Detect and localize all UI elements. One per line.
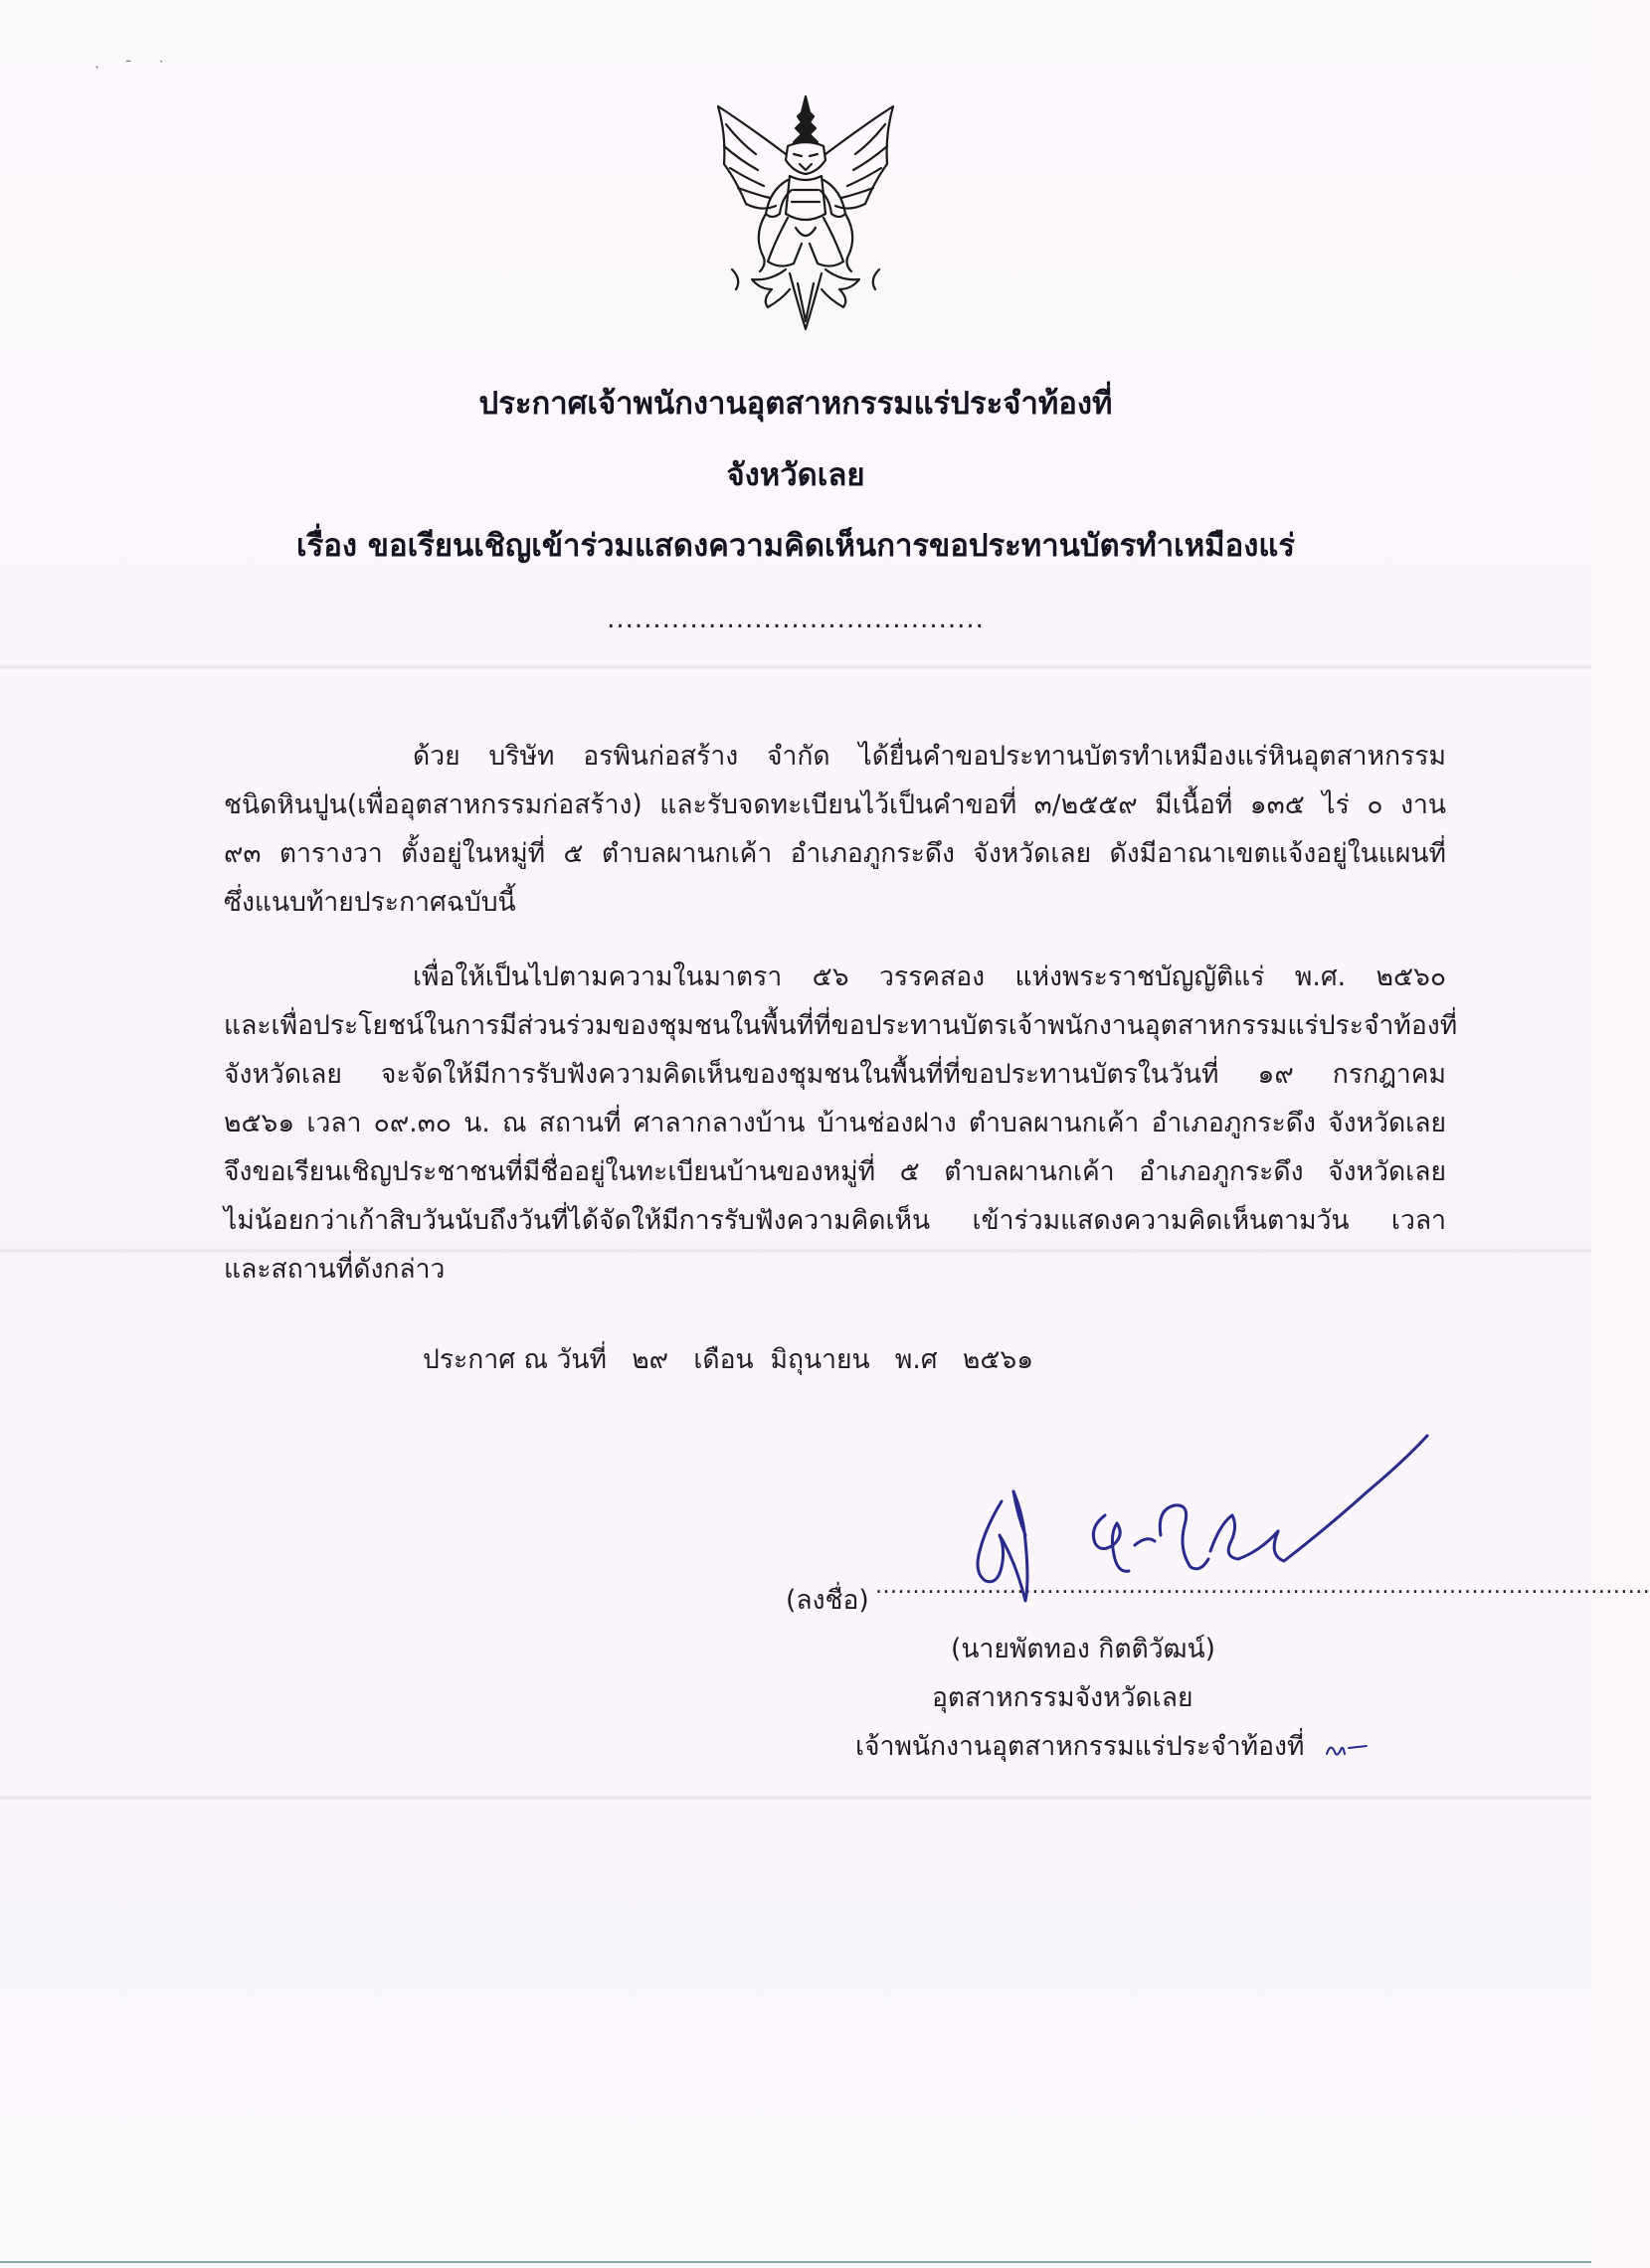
paragraph-line: ด้วย บริษัท อรพินก่อสร้าง จำกัด ได้ยื่นคำขอประทานบัตรทำเหมืองแร่หินอุตสาหกรรม bbox=[413, 741, 1446, 772]
handwritten-signature-icon bbox=[930, 1432, 1447, 1631]
paragraph-line: และเพื่อประโยชน์ในการมีส่วนร่วมของชุมชนในพื้นที่ที่ขอประทานบัตรเจ้าพนักงานอุตสาหกรรมแร่ประจำท้องที่ bbox=[224, 1010, 1458, 1041]
paragraph-2 bbox=[224, 953, 1458, 1294]
signer-name: (นายพัตทอง กิตติวัฒน์) bbox=[951, 1634, 1216, 1664]
signature-line: ........................................................................................................ bbox=[875, 1574, 1650, 1599]
signer-position: อุตสาหกรรมจังหวัดเลย bbox=[932, 1682, 1193, 1713]
scan-specks: · ˉ ˙ bbox=[94, 58, 176, 77]
paragraph-line: ๙๓ ตารางวา ตั้งอยู่ในหมู่ที่ ๕ ตำบลผานกเค้า อำเภอภูกระดึง จังหวัดเลย ดังมีอาณาเขตแจ้งอยู่ในแผนที่ bbox=[224, 838, 1446, 869]
scan-edge-line bbox=[0, 2261, 1591, 2263]
announcement-date: ประกาศ ณ วันที่ ๒๙ เดือน มิถุนายน พ.ศ ๒๕๖๑ bbox=[423, 1344, 1034, 1375]
paper-fold bbox=[0, 664, 1591, 670]
paper-fold bbox=[0, 1795, 1591, 1801]
handwritten-initials-icon bbox=[1323, 1732, 1373, 1762]
paragraph-line: จังหวัดเลย จะจัดให้มีการรับฟังความคิดเห็นของชุมชนในพื้นที่ที่ขอประทานบัตรในวันที่ ๑๙ กรกฎาคม bbox=[224, 1059, 1446, 1090]
sign-label: (ลงชื่อ) bbox=[786, 1585, 869, 1616]
paragraph-line: และสถานที่ดังกล่าว bbox=[224, 1254, 446, 1285]
paragraph-line: จึงขอเรียนเชิญประชาชนที่มีชื่ออยู่ในทะเบียนบ้านของหมู่ที่ ๕ ตำบลผานกเค้า อำเภอภูกระดึง จังหวัดเลย bbox=[224, 1156, 1446, 1187]
signer-title: เจ้าพนักงานอุตสาหกรรมแร่ประจำท้องที่ bbox=[855, 1731, 1305, 1762]
document-title: ประกาศเจ้าพนักงานอุตสาหกรรมแร่ประจำท้องที่ bbox=[478, 386, 1113, 422]
paragraph-line: ๒๕๖๑ เวลา ๐๙.๓๐ น. ณ สถานที่ ศาลากลางบ้าน บ้านช่องฝาง ตำบลผานกเค้า อำเภอภูกระดึง จังหวัดเลย bbox=[224, 1108, 1446, 1138]
document-subject: เรื่อง ขอเรียนเชิญเข้าร่วมแสดงความคิดเห็นการขอประทานบัตรทำเหมืองแร่ bbox=[296, 528, 1295, 564]
document-province: จังหวัดเลย bbox=[726, 457, 865, 493]
paragraph-line: ซึ่งแนบท้ายประกาศฉบับนี้ bbox=[224, 887, 516, 918]
paragraph-line: ชนิดหินปูน(เพื่ออุตสาหกรรมก่อสร้าง) และรับจดทะเบียนไว้เป็นคำขอที่ ๓/๒๕๕๙ มีเนื้อที่ ๑๓๕ ไร่ ๐ งาน bbox=[224, 789, 1446, 820]
paragraph-line: ไม่น้อยกว่าเก้าสิบวันนับถึงวันที่ได้จัดให้มีการรับฟังความคิดเห็น เข้าร่วมแสดงความคิดเห็นตามวัน เวลา bbox=[224, 1205, 1446, 1236]
title-separator: ......................................... bbox=[607, 605, 985, 634]
paragraph-1 bbox=[224, 732, 1446, 927]
garuda-emblem-icon bbox=[706, 94, 905, 333]
paragraph-line: เพื่อให้เป็นไปตามความในมาตรา ๕๖ วรรคสอง แห่งพระราชบัญญัติแร่ พ.ศ. ๒๕๖๐ bbox=[413, 961, 1446, 992]
